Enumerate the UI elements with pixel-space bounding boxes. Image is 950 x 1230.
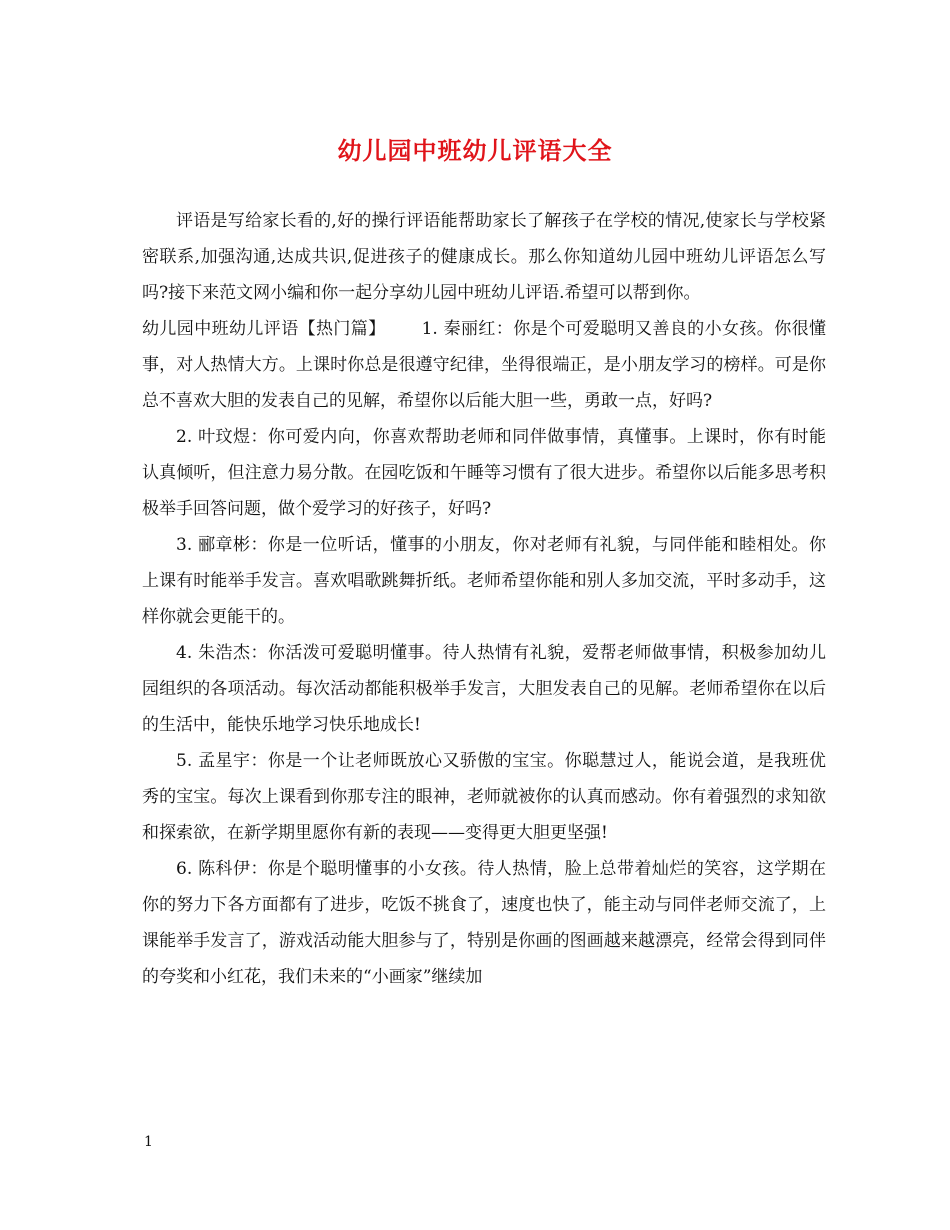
page-number: 1: [144, 1134, 153, 1150]
section-heading: 幼儿园中班幼儿评语【热门篇】: [142, 319, 386, 339]
entry-2: 2. 叶玟煜：你可爱内向，你喜欢帮助老师和同伴做事情，真懂事。上课时，你有时能认真倾听，但注意力易分散。在园吃饭和午睡等习惯有了很大进步。希望你以后能多思考积极举手回答问题，做个爱学习的好孩子，好吗?: [142, 427, 826, 519]
page-title: 幼儿园中班幼儿评语大全: [337, 136, 613, 165]
entry-3: 3. 郦章彬：你是一位听话，懂事的小朋友，你对老师有礼貌，与同伴能和睦相处。你上课有时能举手发言。喜欢唱歌跳舞折纸。老师希望你能和别人多加交流，平时多动手，这样你就会更能干的。: [142, 535, 826, 627]
document-body: [142, 203, 826, 995]
intro-paragraph: 评语是写给家长看的,好的操行评语能帮助家长了解孩子在学校的情况,使家长与学校紧密联系,加强沟通,达成共识,促进孩子的健康成长。那么你知道幼儿园中班幼儿评语怎么写吗?接下来范文网小编和你一起分享幼儿园中班幼儿评语.希望可以帮到你。: [142, 211, 826, 303]
entry-4: 4. 朱浩杰：你活泼可爱聪明懂事。待人热情有礼貌，爱帮老师做事情，积极参加幼儿园组织的各项活动。每次活动都能积极举手发言，大胆发表自己的见解。老师希望你在以后的生活中，能快乐地学习快乐地成长!: [142, 643, 826, 735]
entry-6: 6. 陈科伊：你是个聪明懂事的小女孩。待人热情，脸上总带着灿烂的笑容，这学期在你的努力下各方面都有了进步，吃饭不挑食了，速度也快了，能主动与同伴老师交流了，上课能举手发言了，游戏活动能大胆参与了，特别是你画的图画越来越漂亮，经常会得到同伴的夸奖和小红花，我们未来的“小画家”继续加: [142, 859, 826, 987]
section-paragraph: [142, 311, 826, 419]
entry-5: 5. 孟星宇：你是一个让老师既放心又骄傲的宝宝。你聪慧过人，能说会道，是我班优秀的宝宝。每次上课看到你那专注的眼神，老师就被你的认真而感动。你有着强烈的求知欲和探索欲，在新学期里愿你有新的表现——变得更大胆更坚强!: [142, 751, 826, 843]
entry-1: 1. 秦丽红：你是个可爱聪明又善良的小女孩。你很懂事，对人热情大方。上课时你总是很遵守纪律，坐得很端正，是小朋友学习的榜样。可是你总不喜欢大胆的发表自己的见解，希望你以后能大胆一些，勇敢一点，好吗?: [142, 319, 827, 411]
